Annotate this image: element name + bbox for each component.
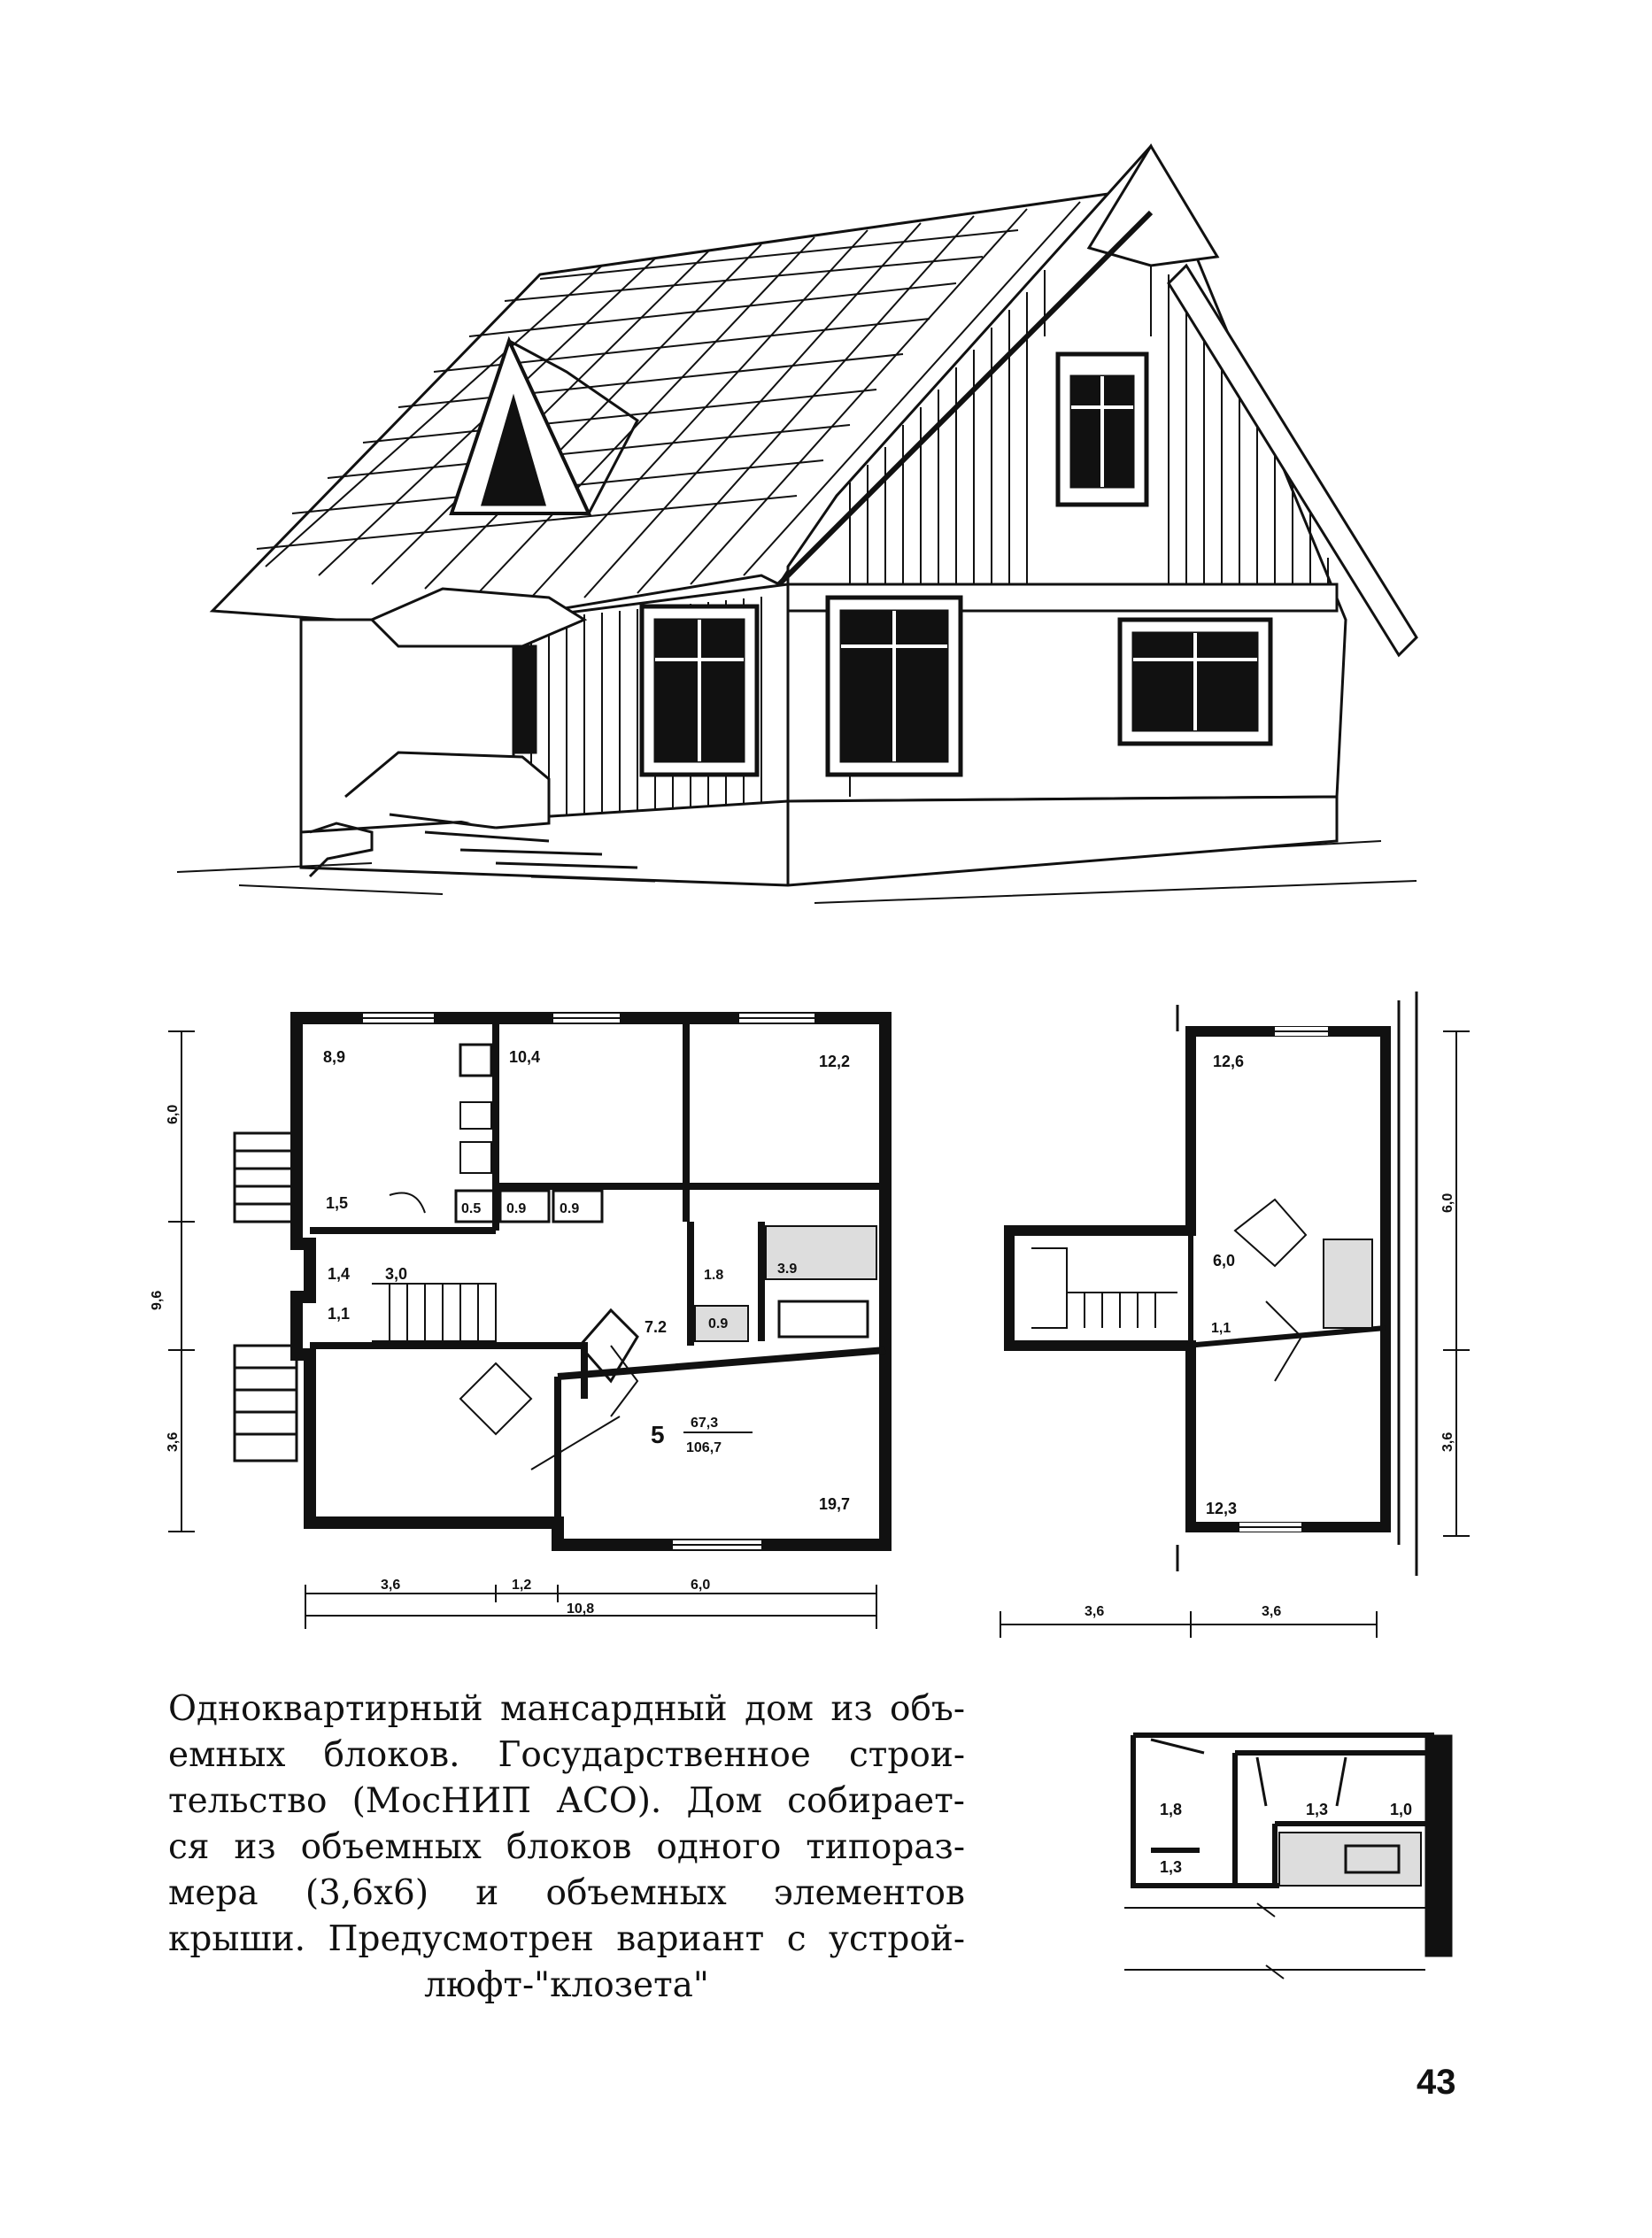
room-area-bath-small: 1.8 — [704, 1268, 724, 1283]
caption-line-3: тельство (МосНИП АСО). Дом собирает- — [168, 1781, 965, 1821]
caption-line-7: люфт-"клозета" — [424, 1965, 709, 2005]
room-area-closet-2: 0.9 — [506, 1201, 527, 1216]
caption-text — [168, 1686, 965, 2009]
room-area-kitchen: 8,9 — [323, 1048, 346, 1066]
variant-room-2: 1,3 — [1160, 1858, 1183, 1876]
room-area-b: 12,2 — [819, 1053, 851, 1070]
summary-total-area: 106,7 — [686, 1440, 722, 1455]
caption-line-4: ся из объемных блоков одного типораз- — [168, 1827, 965, 1867]
dim-bottom-total: 10,8 — [567, 1601, 595, 1617]
dim-left-total: 9,6 — [150, 1290, 165, 1310]
room-area-stair-hall: 3,0 — [385, 1265, 408, 1283]
variant-room-1: 1,8 — [1160, 1801, 1183, 1818]
summary-living-area: 67,3 — [691, 1416, 719, 1431]
variant-room-3: 1,3 — [1306, 1801, 1329, 1818]
room-area-vestibule: 1,4 — [328, 1265, 351, 1283]
room-area-closet-3: 0.9 — [560, 1201, 580, 1216]
attic-room-top: 12,6 — [1213, 1053, 1245, 1070]
caption-line-1: Одноквартирный мансардный дом из объ- — [168, 1689, 965, 1729]
dim-bottom-1: 3,6 — [381, 1578, 401, 1593]
dim-bottom-3: 6,0 — [691, 1578, 711, 1593]
dim-bottom-2: 1,2 — [512, 1578, 532, 1593]
room-area-living: 19,7 — [819, 1495, 851, 1513]
attic-landing: 1,1 — [1211, 1321, 1231, 1336]
caption-line-5: мера (3,6х6) и объемных элементов — [168, 1873, 965, 1913]
variant-room-4: 1,0 — [1390, 1801, 1413, 1818]
attic-dim-right-2: 3,6 — [1440, 1432, 1455, 1452]
room-area-closet-1: 0.5 — [461, 1201, 482, 1216]
room-area-bath: 3.9 — [777, 1262, 798, 1277]
caption-line-2: емных блоков. Государственное строи- — [168, 1735, 965, 1775]
attic-dim-bottom-2: 3,6 — [1262, 1604, 1282, 1619]
attic-hall: 6,0 — [1213, 1252, 1236, 1269]
attic-dim-bottom-1: 3,6 — [1085, 1604, 1105, 1619]
caption-line-6: крыши. Предусмотрен вариант с устрой- — [168, 1919, 965, 1959]
room-area-wc: 1,5 — [326, 1194, 349, 1212]
room-area-shower: 0.9 — [708, 1316, 729, 1331]
attic-room-bottom: 12,3 — [1206, 1500, 1238, 1517]
summary-code: 5 — [651, 1421, 665, 1448]
dim-left-2: 3,6 — [166, 1432, 181, 1452]
page-number: 43 — [1417, 2063, 1456, 2102]
room-area-hall: 7.2 — [645, 1318, 668, 1336]
attic-dim-right-1: 6,0 — [1440, 1192, 1455, 1213]
room-area-entry: 1,1 — [328, 1305, 351, 1323]
room-area-a: 10,4 — [509, 1048, 541, 1066]
dim-left-1: 6,0 — [166, 1104, 181, 1124]
